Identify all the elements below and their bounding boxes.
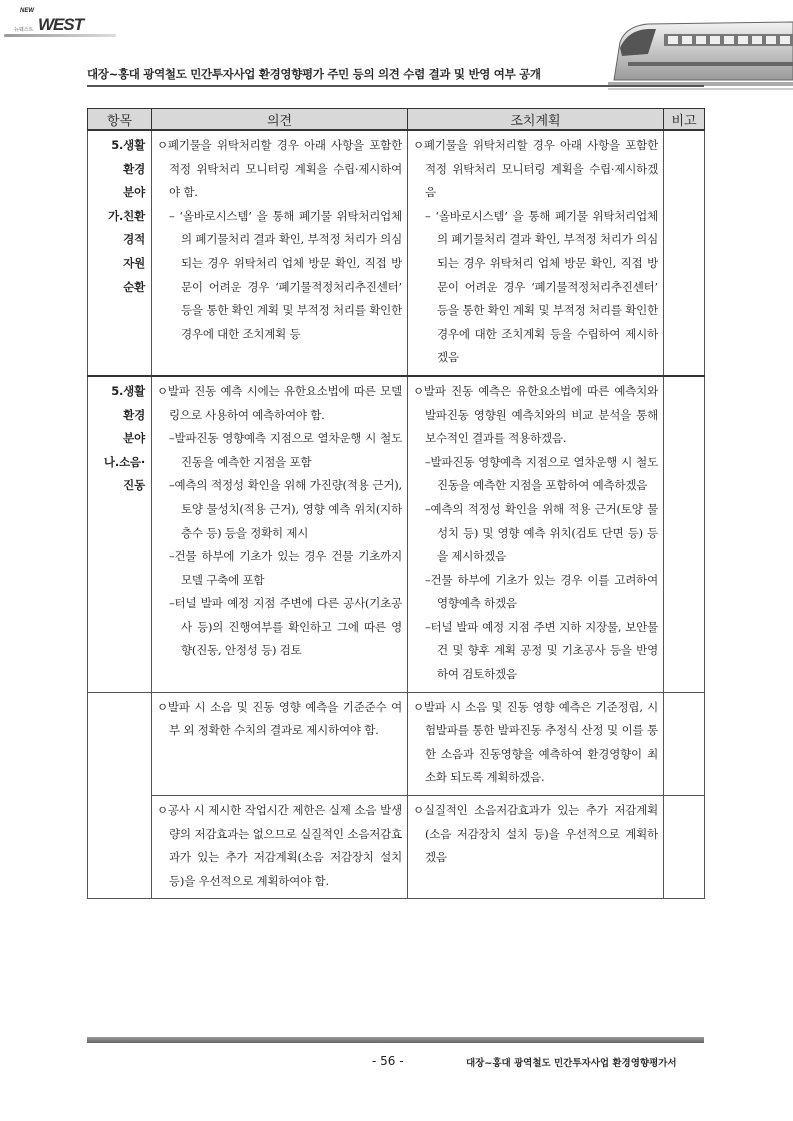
opinion-item: ㅇ발파 시 소음 및 진동 영향 예측을 기준준수 여부 외 정확한 수치의 결과로 제시하여야 함. <box>157 699 402 738</box>
opinion-table <box>87 108 705 899</box>
plan-subitem: – ‘올바로시스템’ 을 통해 폐기물 위탁처리업체의 폐기물처리 결과 확인, 부적정 처리가 의심되는 경우 위탁처리 업체 방문 확인, 직접 방문이 어려운 경우 ‘폐기물적정처리추진센터’ 등을 통한 확인 계획 및 부적정 처리를 확인한 경우에 대한 조치계획 등을 수립하여 제시하겠음 <box>425 208 658 365</box>
table-row <box>88 796 705 899</box>
opinion-subitem: – ‘올바로시스템’ 을 통해 폐기물 위탁처리업체의 폐기물처리 결과 확인, 부적정 처리가 의심되는 경우 위탁처리 업체 방문 확인, 직접 방문이 어려운 경우 ‘폐기물적정처리추진센터’ 등을 통한 확인 계획 및 부적정 처리를 확인한 경우에 대한 조치계획 등 <box>169 208 402 341</box>
table-header-row <box>88 109 705 131</box>
plan-cell <box>408 796 664 899</box>
category-cell <box>88 376 152 692</box>
remarks-cell <box>664 796 705 899</box>
opinion-subitem: –건물 하부에 기초가 있는 경우 건물 기초까지 모델 구축에 포함 <box>169 549 402 587</box>
opinion-subitem: –예측의 적정성 확인을 위해 가진량(적용 근거), 토양 물성치(적용 근거), 영향 예측 위치(지하 층수 등) 등을 정확히 제시 <box>169 478 402 540</box>
page-number: - 56 - <box>372 1054 404 1068</box>
train-illustration <box>608 14 793 94</box>
category-line: 5.생활 <box>111 383 145 398</box>
footer-title: 대장~홍대 광역철도 민간투자사업 환경영향평가서 <box>466 1058 677 1069</box>
column-header: 비고 <box>664 109 705 131</box>
table-row <box>88 692 705 795</box>
opinion-item: ㅇ발파 진동 예측 시에는 유한요소법에 따른 모델링으로 사용하여 예측하여야 함. <box>157 383 402 422</box>
opinion-cell <box>152 376 408 692</box>
category-line: 자원 <box>123 255 145 270</box>
category-line: 분야 <box>123 185 145 200</box>
header-title: 대장~홍대 광역철도 민간투자사업 환경영향평가 주민 등의 의견 수렴 결과 및 반영 여부 공개 <box>87 67 541 81</box>
footer-rule <box>87 1037 704 1043</box>
category-line: 경적 <box>123 232 145 247</box>
plan-subitem: –건물 하부에 기초가 있는 경우 이를 고려하여 영향예측 하겠음 <box>425 572 658 611</box>
remarks-cell <box>664 130 705 376</box>
category-line: 가.친환 <box>108 208 145 223</box>
column-header: 의견 <box>152 109 408 131</box>
remarks-cell <box>664 692 705 795</box>
plan-cell <box>408 376 664 692</box>
category-cell <box>88 796 152 899</box>
opinion-subitem: –발파진동 영향예측 지점으로 열차운행 시 철도진동을 예측한 지점을 포함 <box>169 431 402 469</box>
remarks-cell <box>664 376 705 692</box>
opinion-subitem: –터널 발파 예정 지점 주변에 다른 공사(기초공사 등)의 진행여부를 확인하고 그에 따른 영향(진동, 안정성 등) 검토 <box>169 596 402 658</box>
table-row <box>88 130 705 376</box>
logo-tiny-text: 뉴웨스트 <box>14 27 34 33</box>
opinion-cell <box>152 130 408 376</box>
logo-swoosh <box>4 34 116 37</box>
category-line: 진동 <box>123 478 145 493</box>
opinion-item: ㅇ공사 시 제시한 작업시간 제한은 실제 소음 발생량의 저감효과는 없으므로 실질적인 소음저감효과가 있는 추가 저감계획(소음 저감장치 설치 등)을 우선적으로 계획하여야 함. <box>157 803 402 888</box>
opinion-item: ㅇ폐기물을 위탁처리할 경우 아래 사항을 포함한 적정 위탁처리 모니터링 계획을 수립·제시하여야 함. <box>157 138 402 200</box>
plan-subitem: –터널 발파 예정 지점 주변 지하 지장물, 보안물건 및 향후 계획 공정 및 기초공사 등을 반영하여 검토하겠음 <box>425 619 658 682</box>
opinion-cell <box>152 692 408 795</box>
category-cell <box>88 692 152 795</box>
plan-cell <box>408 130 664 376</box>
category-line: 5.생활 <box>111 138 145 152</box>
category-line: 나.소음· <box>103 454 145 469</box>
plan-cell <box>408 692 664 795</box>
logo-new-text: NEW <box>20 8 34 14</box>
category-line: 환경 <box>123 161 145 176</box>
plan-item: ㅇ실질적인 소음저감효과가 있는 추가 저감계획(소음 저감장치 설치 등)을 우선적으로 계획하겠음 <box>413 803 658 865</box>
header-rule <box>87 85 704 87</box>
plan-subitem: –발파진동 영향예측 지점으로 열차운행 시 철도진동을 예측한 지점을 포함하여 예측하겠음 <box>425 454 658 493</box>
opinion-cell <box>152 796 408 899</box>
plan-item: ㅇ폐기물을 위탁처리할 경우 아래 사항을 포함한 적정 위탁처리 모니터링 계획을 수립·제시하겠음 <box>413 138 658 200</box>
logo-west-text: WEST <box>38 15 84 34</box>
plan-item: ㅇ발파 진동 예측은 유한요소법에 따른 예측치와 발파진동 영향원 예측치와의 비교 분석을 통해 보수적인 결과를 적용하겠음. <box>413 383 658 446</box>
column-header: 항목 <box>88 109 152 131</box>
column-header: 조치계획 <box>408 109 664 131</box>
category-line: 순환 <box>123 279 145 294</box>
category-line: 분야 <box>123 431 145 446</box>
category-line: 환경 <box>123 407 145 422</box>
new-west-logo <box>4 6 114 40</box>
plan-subitem: –예측의 적정성 확인을 위해 적용 근거(토양 물성치 등) 및 영향 예측 위치(검토 단면 등) 등을 제시하겠음 <box>425 501 658 564</box>
plan-item: ㅇ발파 시 소음 및 진동 영향 예측은 기준정립, 시험발파를 통한 발파진동 추정식 산정 및 이를 통한 소음과 진동영향을 예측하여 환경영향이 최소화 되도록 계획하겠음. <box>413 699 658 785</box>
table-row <box>88 376 705 692</box>
category-cell <box>88 130 152 376</box>
